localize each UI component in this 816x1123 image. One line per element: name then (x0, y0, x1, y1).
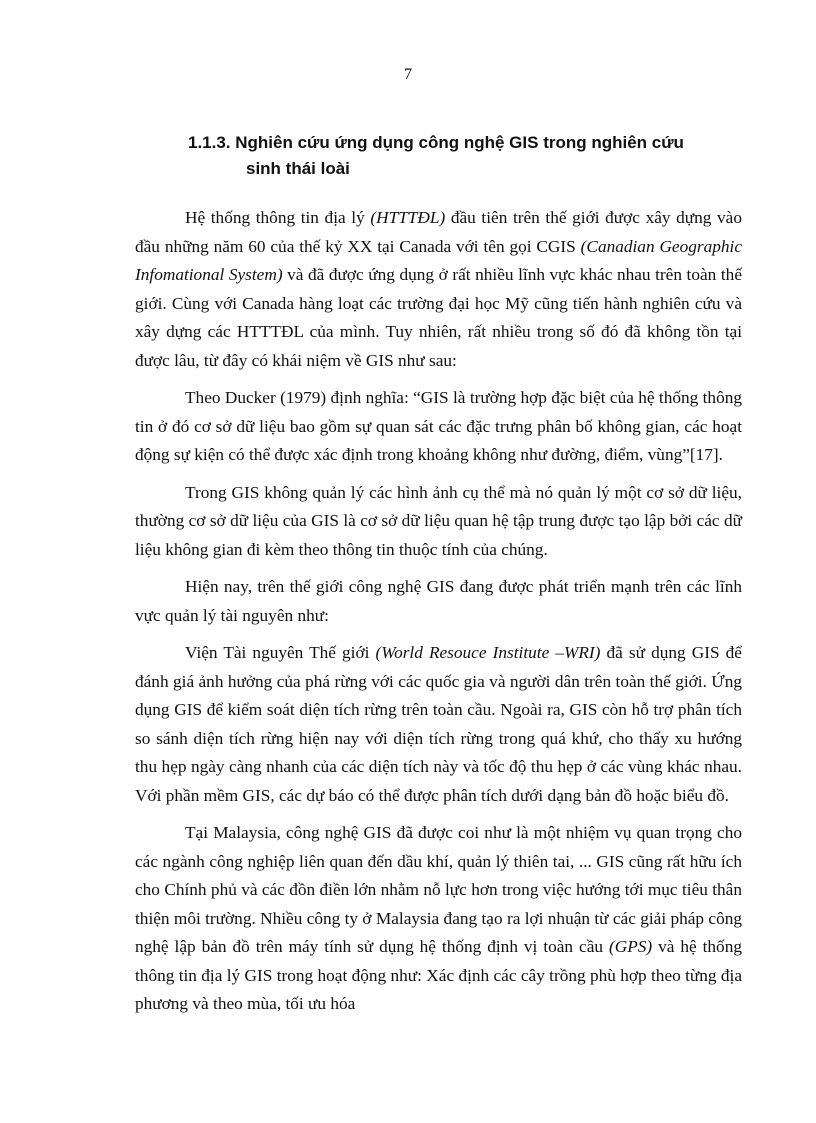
italic-run: (World Resouce Institute –WRI) (375, 643, 601, 662)
section-heading-line-2: sinh thái loài (246, 159, 350, 178)
paragraph-gis-development (135, 573, 742, 630)
paragraph-wri (135, 639, 742, 810)
section-heading (188, 130, 748, 182)
text-run: đã sử dụng GIS để đánh giá ảnh hưởng của phá rừng với các quốc gia và người dân trên toàn thế giới. Ứng dụng GIS để kiểm soát diện tích rừng trên toàn cầu. Ngoài ra, GIS còn hỗ trợ phân tích so sánh diện tích rừng hiện nay với diện tích rừng trong quá khứ, cho thấy xu hướng thu hẹp ngày càng nhanh của các diện tích này và tốc độ thu hẹp ở các vùng khác nhau. Với phần mềm GIS, các dự báo có thể được phân tích dưới dạng bản đồ hoặc biểu đồ. (135, 643, 742, 805)
paragraph-gis-history (135, 204, 742, 375)
italic-run: (GPS) (608, 937, 653, 956)
page-number: 7 (404, 66, 412, 83)
text-run: Viện Tài nguyên Thế giới (185, 643, 376, 662)
text-run: Hệ thống thông tin địa lý (185, 208, 371, 227)
text-run: đầu tiên trên thế giới được xây dựng vào đầu những năm 60 của thế kỷ XX tại Canada với tên gọi CGIS (135, 208, 742, 256)
italic-run: (HTTTĐL) (370, 208, 446, 227)
text-run: Theo Ducker (1979) định nghĩa: “GIS là trường hợp đặc biệt của hệ thống thông tin ở đó cơ sở dữ liệu bao gồm sự quan sát các đặc trưng phân bố không gian, các hoạt động sự kiện có thể được xác định trong khoảng không như đường, điểm, vùng”[17]. (135, 388, 742, 464)
italic-run: (Canadian Geographic Infomational System) (135, 236, 743, 284)
text-run: và đã được ứng dụng ở rất nhiều lĩnh vực khác nhau trên toàn thế giới. Cùng với Canada hàng loạt các trường đại học Mỹ cũng tiến hành nghiên cứu và xây dựng các HTTTĐL của mình. Tuy nhiên, rất nhiều trong số đó đã không tồn tại được lâu, từ đây có khái niệm về GIS như sau: (135, 265, 742, 370)
text-run: Tại Malaysia, công nghệ GIS đã được coi như là một nhiệm vụ quan trọng cho các ngành công nghiệp liên quan đến dầu khí, quản lý thiên tai, ... GIS cũng rất hữu ích cho Chính phủ và các đồn điền lớn nhằm nỗ lực hơn trong việc hướng tới mục tiêu thân thiện môi trường. Nhiều công ty ở Malaysia đang tạo ra lợi nhuận từ các giải pháp công nghệ lập bản đồ trên máy tính sử dụng hệ thống định vị toàn cầu (135, 823, 742, 956)
paragraph-gis-database (135, 479, 742, 565)
text-run: Hiện nay, trên thế giới công nghệ GIS đang được phát triển mạnh trên các lĩnh vực quản lý tài nguyên như: (135, 577, 742, 625)
section-heading-line-1: 1.1.3. Nghiên cứu ứng dụng công nghệ GIS trong nghiên cứu (188, 133, 684, 152)
text-run: và hệ thống thông tin địa lý GIS trong hoạt động như: Xác định các cây trồng phù hợp theo từng địa phương và theo mùa, tối ưu hóa (135, 937, 742, 1013)
paragraph-malaysia (135, 819, 742, 1019)
paragraph-gis-definition (135, 384, 742, 470)
text-run: Trong GIS không quản lý các hình ảnh cụ thể mà nó quản lý một cơ sở dữ liệu, thường cơ sở dữ liệu của GIS là cơ sở dữ liệu quan hệ tập trung được tạo lập bởi các dữ liệu không gian đi kèm theo thông tin thuộc tính của chúng. (135, 482, 742, 559)
body-text (135, 204, 742, 1019)
